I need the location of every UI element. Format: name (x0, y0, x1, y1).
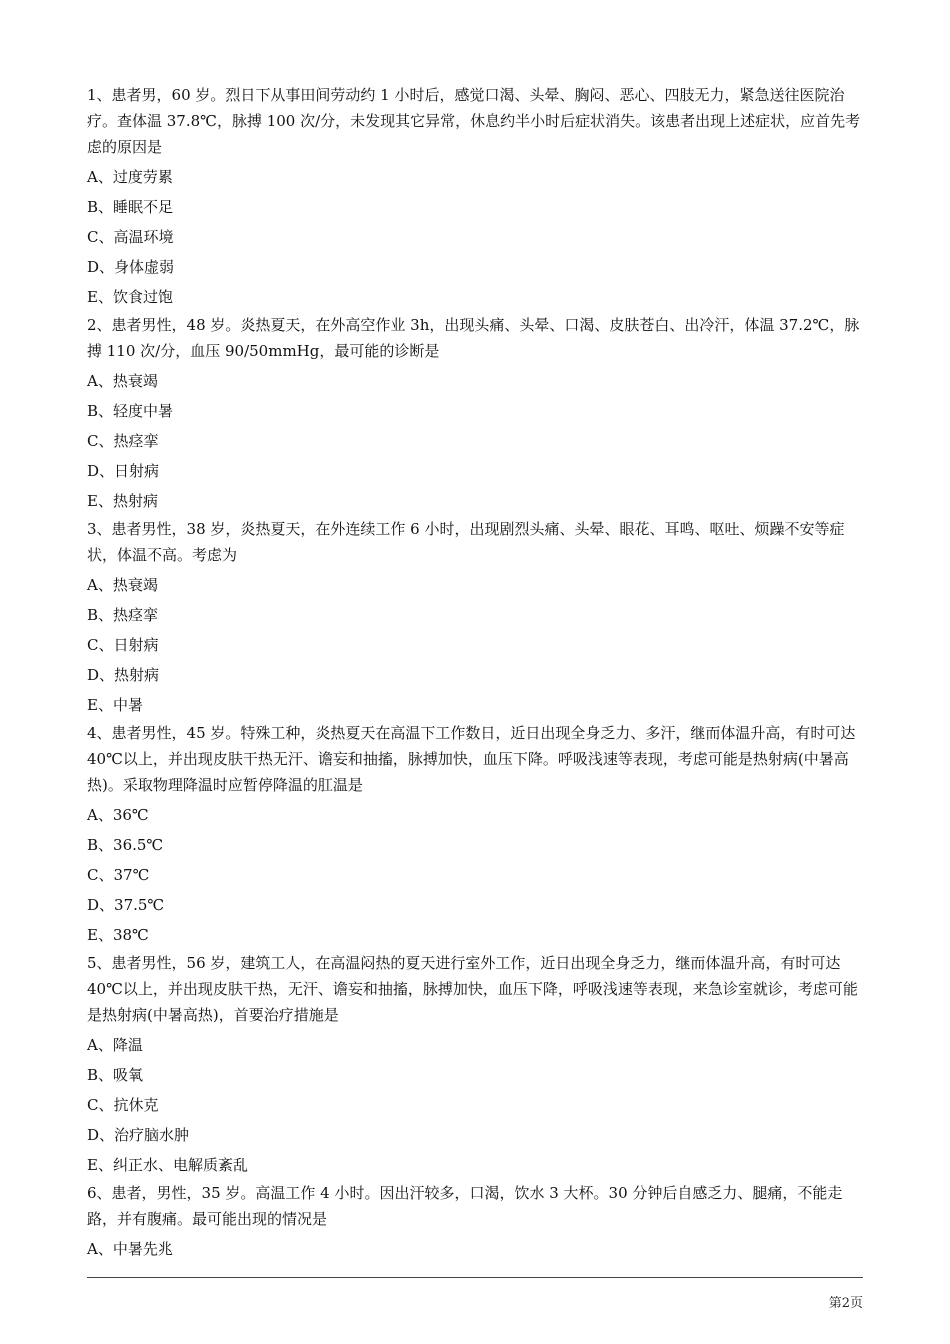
document-body (87, 80, 863, 1262)
question-stem: 1、患者男，60 岁。烈日下从事田间劳动约 1 小时后，感觉口渴、头晕、胸闷、恶心、四肢无力，紧急送往医院治疗。查体温 37.8℃，脉搏 100 次/分，未发现其它异常，休息约半小时后症状消失。该患者出现上述症状，应首先考虑的原因是 (87, 86, 861, 156)
question-stem: 2、患者男性，48 岁。炎热夏天，在外高空作业 3h，出现头痛、头晕、口渴、皮肤苍白、出冷汗，体温 37.2℃，脉搏 110 次/分，血压 90/50mmHg，最可能的诊断是 (87, 316, 860, 360)
question-2 (87, 310, 863, 514)
option-c: C、日射病 (87, 636, 159, 654)
question-stem: 4、患者男性，45 岁。特殊工种，炎热夏天在高温下工作数日，近日出现全身乏力、多汗，继而体温升高，有时可达 40℃以上，并出现皮肤干热无汗、谵妄和抽搐，脉搏加快，血压下降。呼吸浅速等表现，考虑可能是热射病(中暑高热)。采取物理降温时应暂停降温的肛温是 (87, 724, 861, 794)
option-d: D、热射病 (87, 666, 160, 684)
option-b: B、吸氧 (87, 1066, 144, 1084)
question-3 (87, 514, 863, 718)
question-stem: 5、患者男性，56 岁，建筑工人，在高温闷热的夏天进行室外工作，近日出现全身乏力，继而体温升高，有时可达 40℃以上，并出现皮肤干热，无汗、谵妄和抽搐，脉搏加快，血压下降，呼吸浅速等表现，来急诊室就诊，考虑可能是热射病(中暑高热)，首要治疗措施是 (87, 954, 858, 1024)
question-stem: 3、患者男性，38 岁，炎热夏天，在外连续工作 6 小时，出现剧烈头痛、头晕、眼花、耳鸣、呕吐、烦躁不安等症状，体温不高。考虑为 (87, 520, 845, 564)
question-6 (87, 1178, 863, 1262)
option-e: E、饮食过饱 (87, 288, 173, 306)
option-d: D、37.5℃ (87, 896, 165, 914)
option-b: B、36.5℃ (87, 836, 164, 854)
option-b: B、轻度中暑 (87, 402, 174, 420)
option-d: D、身体虚弱 (87, 258, 175, 276)
option-b: B、热痉挛 (87, 606, 159, 624)
option-e: E、中暑 (87, 696, 143, 714)
option-e: E、纠正水、电解质紊乱 (87, 1156, 248, 1174)
footer-divider (87, 1277, 863, 1278)
option-d: D、治疗脑水肿 (87, 1126, 190, 1144)
question-1 (87, 80, 863, 310)
option-e: E、38℃ (87, 926, 149, 944)
option-b: B、睡眠不足 (87, 198, 174, 216)
option-c: C、热痉挛 (87, 432, 159, 450)
option-e: E、热射病 (87, 492, 158, 510)
question-stem: 6、患者，男性，35 岁。高温工作 4 小时。因出汗较多，口渴，饮水 3 大杯。30 分钟后自感乏力、腿痛，不能走路，并有腹痛。最可能出现的情况是 (87, 1184, 843, 1228)
option-a: A、热衰竭 (87, 576, 158, 594)
option-a: A、过度劳累 (87, 168, 173, 186)
option-a: A、中暑先兆 (87, 1240, 173, 1258)
option-d: D、日射病 (87, 462, 160, 480)
question-5 (87, 948, 863, 1178)
option-c: C、抗休克 (87, 1096, 159, 1114)
option-c: C、高温环境 (87, 228, 174, 246)
option-a: A、热衰竭 (87, 372, 158, 390)
page-number: 第2页 (828, 1296, 863, 1311)
option-c: C、37℃ (87, 866, 150, 884)
question-4 (87, 718, 863, 948)
option-a: A、降温 (87, 1036, 143, 1054)
option-a: A、36℃ (87, 806, 149, 824)
